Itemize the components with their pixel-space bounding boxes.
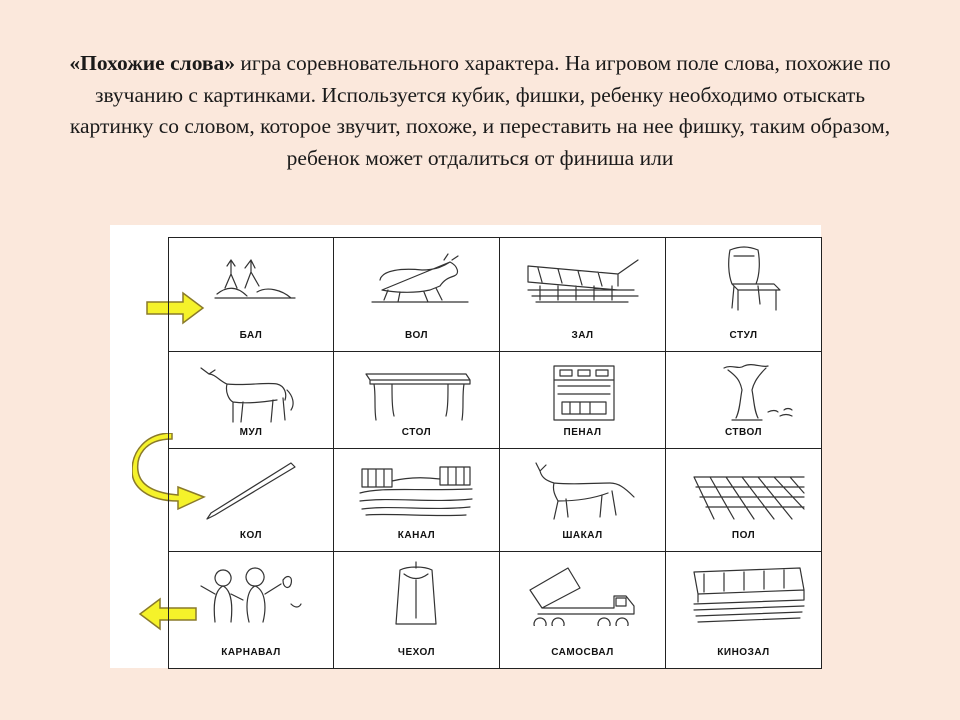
game-title: «Похожие слова» — [69, 51, 236, 75]
stake-icon — [187, 457, 315, 523]
chair-icon — [684, 246, 812, 312]
word-label: СТОЛ — [401, 427, 432, 438]
cell-chekhol[interactable] — [334, 552, 500, 669]
word-label: САМОСВАЛ — [551, 647, 614, 658]
cell-karnaval[interactable] — [169, 552, 334, 669]
floor-icon — [684, 457, 812, 523]
canal-icon — [352, 457, 480, 523]
word-label: БАЛ — [239, 330, 263, 341]
table-icon — [352, 360, 480, 426]
pencil-case-icon — [518, 360, 646, 426]
cell-shakal[interactable] — [500, 449, 666, 552]
cell-mul[interactable] — [169, 352, 334, 449]
word-label: СТУЛ — [729, 330, 758, 341]
word-label: КАНАЛ — [397, 530, 436, 541]
carnival-icon — [187, 560, 315, 626]
word-label: ЗАЛ — [571, 330, 594, 341]
garment-cover-icon — [352, 560, 480, 626]
cell-penal[interactable] — [500, 352, 666, 449]
cell-stvol[interactable] — [666, 352, 822, 449]
cell-kanal[interactable] — [334, 449, 500, 552]
word-label: МУЛ — [239, 427, 263, 438]
tree-trunk-icon — [684, 360, 812, 426]
word-label: ПЕНАЛ — [563, 427, 602, 438]
word-label: ПОЛ — [731, 530, 756, 541]
intro-text — [60, 48, 900, 174]
cell-vol[interactable] — [334, 238, 500, 352]
word-label: КИНОЗАЛ — [717, 647, 770, 658]
word-label: КОЛ — [239, 530, 263, 541]
word-grid — [168, 237, 822, 669]
word-label: ВОЛ — [404, 330, 429, 341]
game-description: игра соревновательного характера. На игровом поле слова, похожие по звучанию с картинками. Используется кубик, фишки, ребенку необходимо отыскать картинку со словом, которое звучит, похоже, и переставить на нее фишку, таким образом, ребенок может отдалиться от финиша или — [69, 51, 891, 170]
word-label: СТВОЛ — [724, 427, 763, 438]
hall-icon — [518, 246, 646, 312]
cell-pol[interactable] — [666, 449, 822, 552]
cell-stol[interactable] — [334, 352, 500, 449]
game-board — [110, 225, 821, 668]
cell-bal[interactable] — [169, 238, 334, 352]
dancers-icon — [187, 246, 315, 312]
mule-icon — [187, 360, 315, 426]
word-label: ШАКАЛ — [562, 530, 603, 541]
cinema-hall-icon — [684, 560, 812, 626]
jackal-icon — [518, 457, 646, 523]
ox-icon — [352, 246, 480, 312]
word-label: ЧЕХОЛ — [397, 647, 436, 658]
cell-stul[interactable] — [666, 238, 822, 352]
cell-zal[interactable] — [500, 238, 666, 352]
cell-kol[interactable] — [169, 449, 334, 552]
cell-kinozal[interactable] — [666, 552, 822, 669]
cell-samosval[interactable] — [500, 552, 666, 669]
word-label: КАРНАВАЛ — [221, 647, 281, 658]
dump-truck-icon — [518, 560, 646, 626]
